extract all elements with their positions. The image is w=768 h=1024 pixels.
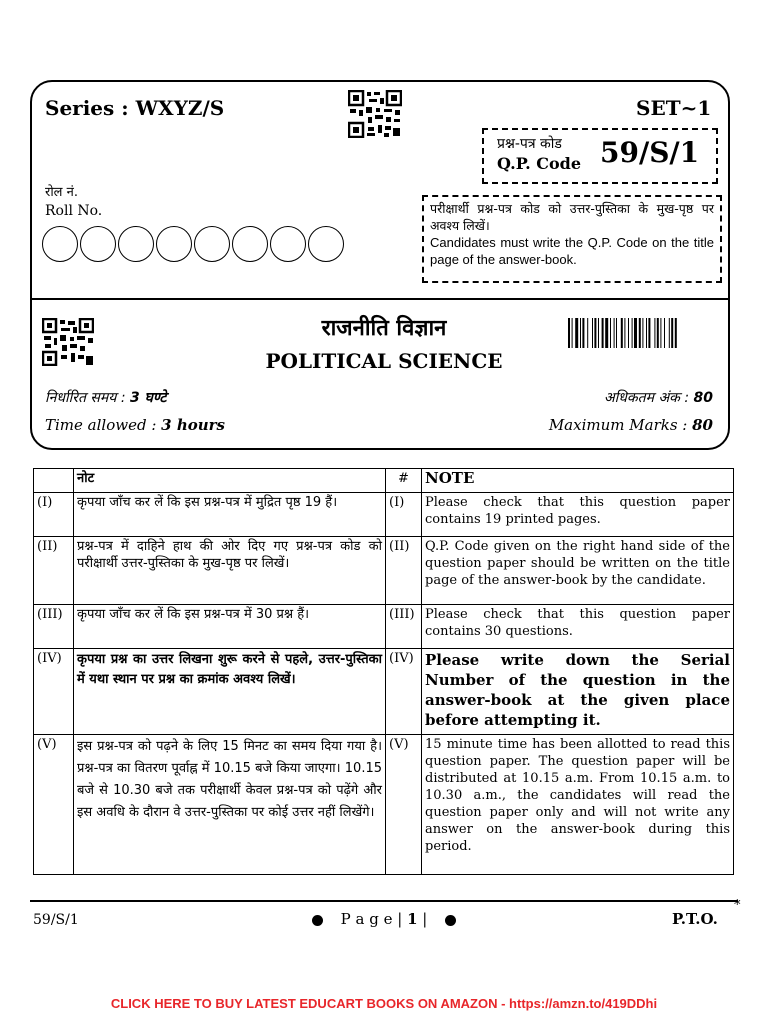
note-number: (V) xyxy=(386,735,422,875)
note-text-english: 15 minute time has been allotted to read this question paper. The question paper will be distributed at 10.15 a.m. From 10.15 a.m. to 10.30 a.m., the candidates will read the question paper only and will not write any answer on the answer-book during this period. xyxy=(422,735,734,875)
set-label: SET~1 xyxy=(636,96,712,120)
note-row xyxy=(34,537,734,605)
time-allowed xyxy=(45,416,225,434)
qp-code-label-hindi: प्रश्न-पत्र कोड xyxy=(497,136,562,152)
roll-label: Roll No. xyxy=(45,203,103,219)
notes-table xyxy=(33,468,734,875)
note-row xyxy=(34,735,734,875)
note-text-english: Q.P. Code given on the right hand side of the question paper should be written on the title page of the answer-book by the candidate. xyxy=(422,537,734,605)
note-text-hindi: कृपया जाँच कर लें कि इस प्रश्न-पत्र में मुद्रित पृष्ठ 19 हैं। xyxy=(74,493,386,537)
page-suffix: | xyxy=(417,910,428,928)
roll-digit-circle[interactable] xyxy=(232,226,268,262)
marks-value-hindi: 80 xyxy=(693,390,713,406)
note-row xyxy=(34,493,734,537)
marks-label: Maximum Marks : xyxy=(548,416,693,434)
note-text-hindi: कृपया जाँच कर लें कि इस प्रश्न-पत्र में 30 प्रश्न हैं। xyxy=(74,605,386,649)
page-label: P a g e | xyxy=(340,910,408,928)
time-value: 3 hours xyxy=(161,416,225,434)
note-text-english: Please check that this question paper contains 30 questions. xyxy=(422,605,734,649)
subject-title: POLITICAL SCIENCE xyxy=(265,349,503,373)
note-text-hindi: इस प्रश्न-पत्र को पढ़ने के लिए 15 मिनट का समय दिया गया है। प्रश्न-पत्र का वितरण पूर्वाह्न में 10.15 बजे किया जाएगा। 10.15 बजे से 10.30 बजे तक परीक्षार्थी केवल प्रश्न-पत्र को पढ़ेंगे और इस अवधि के दौरान वे उत्तर-पुस्तिका पर कोई उत्तर नहीं लिखेंगे। xyxy=(74,735,386,875)
footer-divider xyxy=(30,900,738,902)
note-text-hindi: प्रश्न-पत्र में दाहिने हाथ की ओर दिए गए प्रश्न-पत्र कोड को परीक्षार्थी उत्तर-पुस्तिका के मुख-पृष्ठ पर लिखें। xyxy=(74,537,386,605)
note-row xyxy=(34,605,734,649)
time-allowed-hindi xyxy=(45,388,166,407)
note-number: (I) xyxy=(386,493,422,537)
barcode xyxy=(568,318,716,348)
bullet-icon xyxy=(445,915,456,926)
marks-value: 80 xyxy=(692,416,713,434)
time-label-hindi: निर्धारित समय : xyxy=(45,390,130,406)
amazon-promo-link[interactable]: CLICK HERE TO BUY LATEST EDUCART BOOKS ON AMAZON - https://amzn.to/419DDhi xyxy=(110,996,658,1011)
note-text-english: Please write down the Serial Number of the question in the answer-book at the given place before attempting it. xyxy=(422,649,734,735)
note-row xyxy=(34,649,734,735)
note-number: (II) xyxy=(386,537,422,605)
roll-digit-circle[interactable] xyxy=(270,226,306,262)
roll-label-hindi: रोल नं. xyxy=(45,185,78,200)
max-marks xyxy=(549,416,713,434)
qr-code-top xyxy=(348,90,402,138)
note-number: (II) xyxy=(34,537,74,605)
qp-instruction-english: Candidates must write the Q.P. Code on the title page of the answer-book. xyxy=(430,235,714,267)
roll-digit-circle[interactable] xyxy=(156,226,192,262)
roll-number-circles xyxy=(42,226,346,262)
time-label: Time allowed : xyxy=(45,416,162,434)
roll-digit-circle[interactable] xyxy=(42,226,78,262)
page-number: 1 xyxy=(407,910,418,928)
page-indicator xyxy=(0,910,768,928)
roll-digit-circle[interactable] xyxy=(194,226,230,262)
notes-header-blank xyxy=(34,469,74,493)
time-value-hindi: 3 घण्टे xyxy=(130,390,167,406)
qp-instruction-hindi: परीक्षार्थी प्रश्न-पत्र कोड को उत्तर-पुस्तिका के मुख-पृष्ठ पर अवश्य लिखें। xyxy=(430,201,714,233)
footer-qp-code: 59/S/1 xyxy=(33,912,79,928)
pto-label: P.T.O. xyxy=(672,910,718,928)
marks-label-hindi: अधिकतम अंक : xyxy=(603,390,694,406)
roll-digit-circle[interactable] xyxy=(80,226,116,262)
qp-instruction-box xyxy=(422,195,722,283)
note-number: (IV) xyxy=(34,649,74,735)
subject-title-hindi: राजनीति विज्ञान xyxy=(321,316,447,341)
header-divider xyxy=(30,298,730,300)
roll-digit-circle[interactable] xyxy=(308,226,344,262)
series-label: Series : WXYZ/S xyxy=(45,96,225,120)
note-number: (V) xyxy=(34,735,74,875)
note-text-english: Please check that this question paper contains 19 printed pages. xyxy=(422,493,734,537)
notes-header-row xyxy=(34,469,734,493)
note-number: (IV) xyxy=(386,649,422,735)
note-number: (III) xyxy=(34,605,74,649)
note-text-hindi: कृपया प्रश्न का उत्तर लिखना शुरू करने से पहले, उत्तर-पुस्तिका में यथा स्थान पर प्रश्न का क्रमांक अवश्य लिखें। xyxy=(74,649,386,735)
star-mark: * xyxy=(734,898,741,913)
note-number: (III) xyxy=(386,605,422,649)
qp-code-label: Q.P. Code xyxy=(497,154,582,173)
max-marks-hindi xyxy=(604,388,713,407)
notes-header-hindi: नोट xyxy=(74,469,386,493)
notes-header-english: NOTE xyxy=(422,469,734,493)
note-number: (I) xyxy=(34,493,74,537)
bullet-icon xyxy=(312,915,323,926)
qp-code-value: 59/S/1 xyxy=(600,136,700,169)
notes-header-num: # xyxy=(386,469,422,493)
roll-digit-circle[interactable] xyxy=(118,226,154,262)
